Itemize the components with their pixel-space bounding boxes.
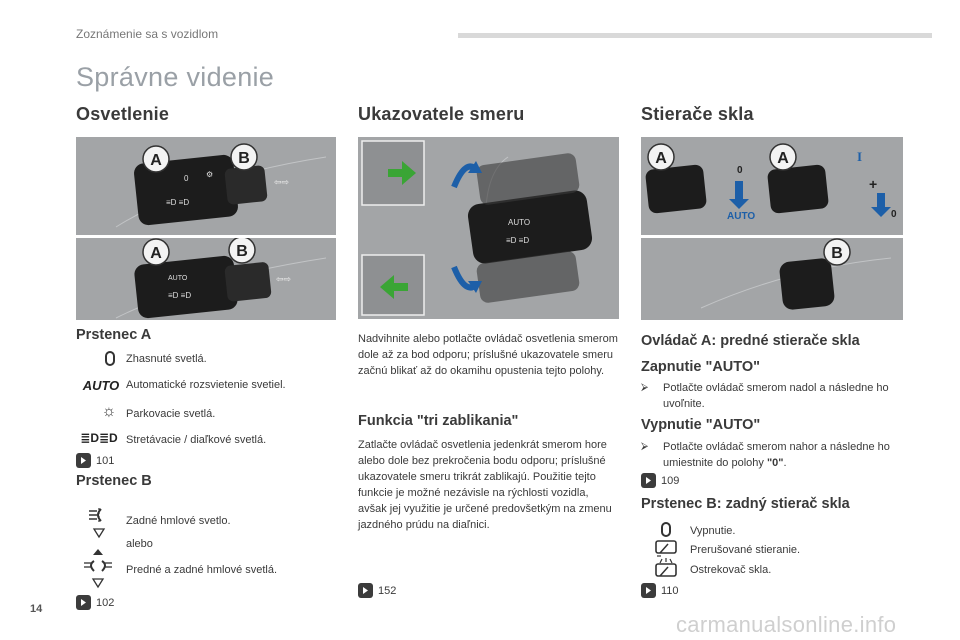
wiper-mark-i: I: [857, 149, 863, 164]
page-ref-number: 109: [661, 474, 680, 487]
page-title: Správne videnie: [76, 62, 275, 92]
photo-label-a-bottom: A: [150, 245, 162, 262]
page-number: 14: [30, 603, 43, 615]
page-ref-icon: [358, 583, 373, 598]
svg-text:≡D ≡D: ≡D ≡D: [168, 291, 192, 300]
svg-text:⇦⇨: ⇦⇨: [274, 177, 290, 187]
ring-a-heading: Prstenec A: [76, 327, 152, 343]
ring-b-item-label: Predné a zadné hmlové svetlá.: [126, 564, 278, 576]
front-rear-fog-icon: [80, 547, 116, 589]
wipers-heading: Stierače skla: [641, 104, 754, 124]
auto-off-text-bold: "0": [766, 457, 784, 469]
wiper-mark-0-right: 0: [891, 209, 897, 220]
control-a-heading: Ovládač A: predné stierače skla: [641, 333, 860, 349]
headlight-icon: ≣D≣D: [80, 431, 118, 445]
wiper-b-page-ref[interactable]: [641, 583, 679, 598]
photo-label-b-wiper: B: [831, 245, 843, 262]
wiper-mark-0-left: 0: [737, 165, 743, 176]
rear-fog-icon: [84, 505, 114, 539]
off-position-icon: [100, 349, 120, 367]
ring-b-heading: Prstenec B: [76, 473, 152, 489]
watermark: carmanualsonline.info: [676, 612, 897, 637]
photo-label-a-wiper-1: A: [655, 150, 667, 167]
off-position-icon: [656, 520, 676, 538]
ring-a-item-label: Parkovacie svetlá.: [126, 408, 216, 420]
svg-text:⚙: ⚙: [206, 170, 214, 179]
wiper-a-page-ref[interactable]: [641, 473, 679, 488]
svg-text:AUTO: AUTO: [508, 218, 531, 227]
svg-text:0: 0: [184, 174, 189, 183]
header-section-title: Zoznámenie sa s vozidlom: [76, 27, 219, 41]
page-ref-icon: [76, 453, 91, 468]
svg-text:≡D ≡D: ≡D ≡D: [166, 198, 190, 207]
page-ref-number: 101: [96, 454, 115, 467]
ring-a-page-ref[interactable]: [76, 453, 114, 468]
intermittent-wipe-icon: [652, 538, 680, 558]
wiper-ring-b-item-label: Ostrekovač skla.: [690, 564, 772, 576]
wiper-mark-auto: AUTO: [727, 211, 756, 222]
svg-text:≡D ≡D: ≡D ≡D: [506, 236, 530, 245]
auto-on-heading: Zapnutie "AUTO": [641, 359, 761, 375]
triple-blink-heading: Funkcia "tri zablikania": [358, 413, 519, 429]
parking-light-icon: ☼: [101, 403, 117, 420]
lighting-switch-photo-bottom: [76, 238, 336, 320]
page-ref-number: 110: [661, 584, 679, 597]
auto-off-heading: Vypnutie "AUTO": [641, 417, 761, 433]
svg-text:⇦⇨: ⇦⇨: [276, 274, 292, 284]
auto-on-bullet: [641, 380, 903, 412]
indicators-heading: Ukazovatele smeru: [358, 104, 525, 124]
wiper-mark-plus: +: [869, 176, 878, 192]
auto-off-text-suffix: .: [783, 457, 787, 469]
triple-blink-text: Zatlačte ovládač osvetlenia jedenkrát smerom hore alebo dole bez prekročenia bodu odporu; príslušné ukazovatele smeru trikrát zablikajú. Použitie tejto funkcie je možné nezávisle na rýchlosti vozidla, avšak jej využitie je určené predovšetkým na zmenu jazdného prúdu na diaľnici.: [358, 439, 612, 531]
page-ref-number: 102: [96, 596, 115, 609]
wiper-ring-b-heading: Prstenec B: zadný stierač skla: [641, 496, 850, 512]
wiper-stalk-photo-bottom: [641, 238, 903, 320]
wiper-ring-b-item-label: Prerušované stieranie.: [690, 544, 801, 556]
auto-off-bullet: [641, 439, 903, 471]
photo-label-a-wiper-2: A: [777, 150, 789, 167]
ring-b-page-ref[interactable]: [76, 595, 114, 610]
ring-b-item-label: Zadné hmlové svetlo.: [126, 515, 231, 527]
auto-off-text-prefix: Potlačte ovládač smerom nahor a následne ho umiestnite do polohy: [663, 441, 890, 469]
photo-label-b-top: B: [238, 150, 250, 167]
ring-a-item-label: Automatické rozsvietenie svetiel.: [126, 379, 286, 391]
auto-icon: AUTO: [82, 377, 120, 393]
lighting-heading: Osvetlenie: [76, 104, 170, 124]
wiper-ring-b-item-label: Vypnutie.: [690, 525, 736, 537]
ring-b-item-label: alebo: [126, 538, 153, 550]
bullet-mark-icon: ⮚: [641, 441, 649, 452]
indicator-stalk-photo: [358, 137, 619, 319]
wiper-stalk-photo-top: [641, 137, 903, 235]
header-divider: [458, 33, 932, 38]
auto-on-text: Potlačte ovládač smerom nadol a následne ho uvoľnite.: [663, 382, 889, 410]
indicators-intro-text: Nadvihnite alebo potlačte ovládač osvetlenia smerom dole až za bod odporu; príslušné ukazovatele smeru začnú blikať až do okamihu opustenia tejto polohy.: [358, 333, 618, 377]
bullet-mark-icon: ⮚: [641, 382, 649, 393]
lighting-switch-photo-top: [76, 137, 336, 235]
photo-label-b-bottom: B: [236, 243, 248, 260]
washer-icon: [652, 557, 680, 579]
indicators-page-ref[interactable]: [358, 583, 396, 598]
page-ref-number: 152: [378, 584, 397, 597]
ring-a-item-label: Zhasnuté svetlá.: [126, 353, 207, 365]
ring-a-item-label: Stretávacie / diaľkové svetlá.: [126, 434, 267, 446]
page-ref-icon: [641, 473, 656, 488]
photo-label-a-top: A: [150, 152, 162, 169]
page-ref-icon: [641, 583, 656, 598]
auto-off-text: [663, 439, 903, 471]
page-ref-icon: [76, 595, 91, 610]
svg-text:AUTO: AUTO: [168, 275, 188, 282]
